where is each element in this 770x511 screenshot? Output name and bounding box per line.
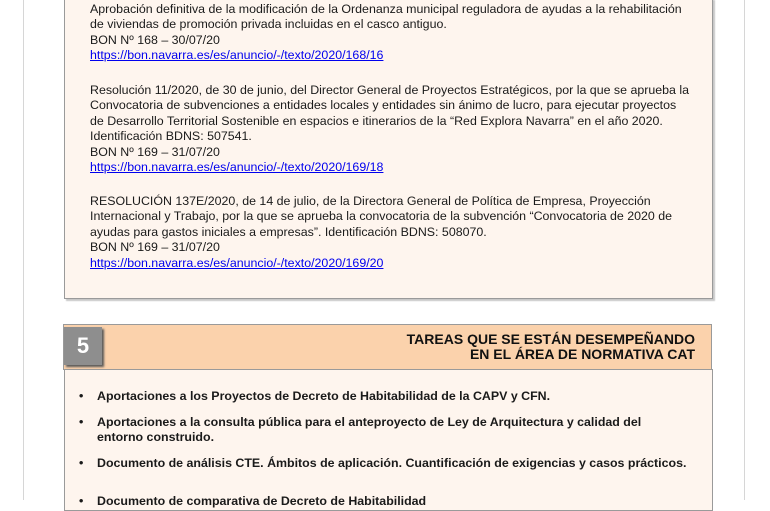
bullet-icon: •	[79, 389, 84, 403]
bullet-icon: •	[79, 494, 84, 508]
entry-bon: BON Nº 169 – 31/07/20	[90, 144, 220, 159]
task-text: Aportaciones a los Proyectos de Decreto de Habitabilidad de la CAPV y CFN.	[97, 389, 551, 403]
entry-text: Aprobación definitiva de la modificación de la Ordenanza municipal reguladora de ayudas a la rehabilitación de viviendas de promoción privada incluidas en el casco antiguo.	[90, 2, 682, 32]
legislation-entry	[90, 194, 690, 271]
legislation-entry	[90, 2, 690, 64]
section-title	[407, 332, 695, 362]
section-title-line2: EN EL ÁREA DE NORMATIVA CAT	[469, 346, 695, 362]
page-border-left	[23, 0, 24, 500]
task-text: Documento de comparativa de Decreto de Habitabilidad	[97, 494, 427, 508]
list-item	[79, 456, 687, 471]
entry-text: Resolución 11/2020, de 30 de junio, del Director General de Proyectos Estratégicos, por la que se aprueba la Convocatoria de subvenciones a entidades locales y entidades sin ánimo de lucro, para ejecutar proyectos de Desarrollo Territorial Sostenible en espacios e itinerarios de la “Red Explora Navarra” en el año 2020. Identificación BDNS: 507541.	[90, 83, 690, 144]
section-5-header	[63, 324, 712, 370]
section-number: 5	[64, 327, 102, 365]
legislation-box	[64, 0, 713, 299]
entry-link[interactable]: https://bon.navarra.es/es/anuncio/-/texto/2020/169/20	[90, 255, 384, 270]
entry-text: RESOLUCIÓN 137E/2020, de 14 de julio, de la Directora General de Política de Empresa, Proyección Internacional y Trabajo, por la que se aprueba la convocatoria de la subvención “Convocatoria de 2020 de ayudas para gastos iniciales a empresas”. Identificación BDNS: 508070.	[90, 194, 673, 239]
entry-bon: BON Nº 169 – 31/07/20	[90, 240, 220, 255]
bullet-icon: •	[79, 456, 84, 470]
page-border-right	[744, 0, 745, 500]
entry-bon: BON Nº 168 – 30/07/20	[90, 32, 220, 47]
list-item	[79, 415, 687, 446]
list-item	[79, 494, 687, 509]
tasks-box	[64, 369, 713, 511]
legislation-entry	[90, 83, 690, 175]
entry-link[interactable]: https://bon.navarra.es/es/anuncio/-/texto/2020/169/18	[90, 160, 384, 175]
task-text: Documento de análisis CTE. Ámbitos de aplicación. Cuantificación de exigencias y casos prácticos.	[97, 456, 687, 470]
section-title-line1: TAREAS QUE SE ESTÁN DESEMPEÑANDO	[406, 331, 695, 347]
list-item	[79, 389, 687, 404]
task-text: Aportaciones a la consulta pública para el anteproyecto de Ley de Arquitectura y calidad del entorno construido.	[97, 415, 642, 445]
bullet-icon: •	[79, 415, 84, 429]
entry-link[interactable]: https://bon.navarra.es/es/anuncio/-/texto/2020/168/16	[90, 48, 384, 63]
